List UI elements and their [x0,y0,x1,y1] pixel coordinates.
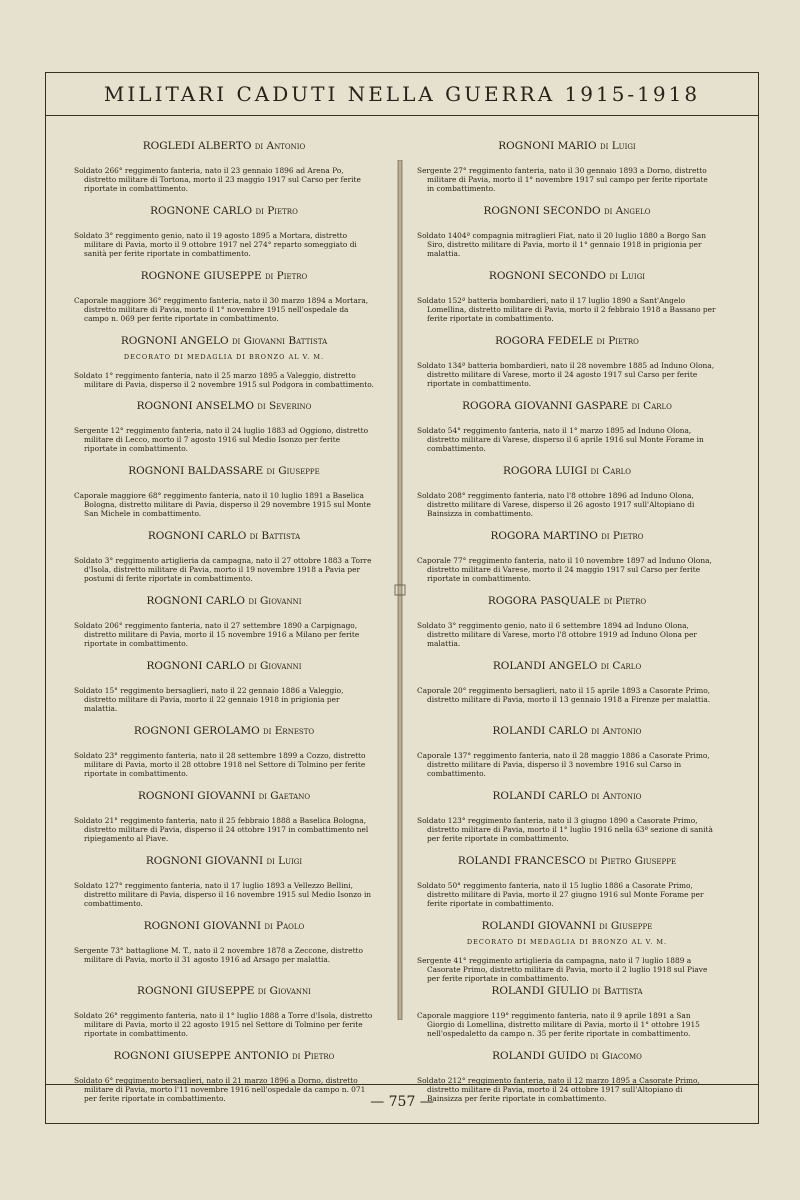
entry-text: Caporale maggiore 68° reggimento fanteria, nato il 10 luglio 1891 a Baselica Bologna, distretto militare di Pavia, disperso il 29 novembre 1915 sul Monte San Michele in combattimento. [74,491,371,518]
entry-record [417,465,717,530]
entry-name: ROGNONI MARIO di Luigi [498,140,636,152]
entry-record [74,595,374,660]
page-title: MILITARI CADUTI NELLA GUERRA 1915-1918 [103,82,701,106]
entry-text: Caporale maggiore 119° reggimento fanteria, nato il 9 aprile 1891 a San Giorgio di Lomellina, distretto militare di Pavia, morto il 1° ottobre 1915 nell'ospedaletto da campo n. 35 per ferite riportate in combattimento. [417,1011,700,1038]
entry-name: ROLANDI GIULIO di Battista [491,985,643,997]
entry-text: Sergente 41° reggimento artiglieria da campagna, nato il 7 luglio 1889 a Casorate Primo, distretto militare di Pavia, morto il 2 luglio 1918 sul Piave per ferite riportate in combattimento. [417,956,708,983]
entry-name: ROGNONI GIUSEPPE ANTONIO di Pietro [113,1050,335,1062]
entry-name: ROGNONI GEROLAMO di Ernesto [133,725,315,737]
entry-record [74,985,374,1050]
entry-text: Sergente 73° battaglione M. T., nato il 2 novembre 1878 a Zeccone, distretto militare di Pavia, morto il 31 agosto 1916 ad Arsago per malattia. [74,946,363,964]
entry-text: Soldato 1° reggimento fanteria, nato il 25 marzo 1895 a Valeggio, distretto militare di Pavia, disperso il 2 novembre 1915 sul Podgora in combattimento. [74,371,374,389]
entry-record [417,790,717,855]
entry-name: ROGORA MARTINO di Pietro [490,530,644,542]
entry-name: ROLANDI GUIDO di Giacomo [492,1050,642,1062]
entry-text: Soldato 206° reggimento fanteria, nato il 27 settembre 1890 a Carpignago, distretto militare di Pavia, morto il 15 novembre 1916 a Milano per ferite riportate in combattimento. [74,621,360,648]
entry-name: ROLANDI CARLO di Antonio [492,725,642,737]
header-band [45,72,759,116]
entry-text: Soldato 266° reggimento fanteria, nato il 23 gennaio 1896 ad Arena Po, distretto militare di Tortona, morto il 23 maggio 1917 sul Carso per ferite riportate in combattimento. [74,166,361,193]
entry-text: Caporale 137° reggimento fanteria, nato il 28 maggio 1886 a Casorate Primo, distretto militare di Pavia, disperso il 3 novembre 1916 sul Carso in combattimento. [417,751,710,778]
entry-record [74,855,374,920]
entry-name: ROGNONI GIOVANNI di Gaetano [137,790,311,802]
entry-record [417,530,717,595]
entry-record [417,335,717,400]
entry-text: Soldato 3° reggimento artiglieria da campagna, nato il 27 ottobre 1883 a Torre d'Isola, distretto militare di Pavia, morto il 19 novembre 1918 a Pavia per postumi di ferite riportate in combattimento. [74,556,372,583]
entry-name: ROLANDI GIOVANNI di Giuseppe [481,920,653,932]
entry-decoration: DECORATO DI MEDAGLIA DI BRONZO AL V. M. [123,353,325,361]
entry-text: Caporale maggiore 36° reggimento fanteria, nato il 30 marzo 1894 a Mortara, distretto militare di Pavia, morto il 1° novembre 1915 nell'ospedale da campo n. 069 per ferite riportate in combattimento. [74,296,369,323]
entry-name: ROGNONI SECONDO di Luigi [488,270,646,282]
entry-record [417,855,717,920]
entry-name: ROLANDI ANGELO di Carlo [492,660,642,672]
entry-name: ROGNONI CARLO di Battista [147,530,301,542]
entry-record [417,140,717,205]
entry-name: ROGNONI GIOVANNI di Paolo [143,920,305,932]
entry-record [417,920,717,985]
footer-band [45,1084,759,1124]
entry-text: Soldato 54° reggimento fanteria, nato il 1° marzo 1895 ad Induno Olona, distretto militare di Varese, disperso il 6 aprile 1916 sul Monte Forame in combattimento. [417,426,704,453]
entry-text: Soldato 127° reggimento fanteria, nato il 17 luglio 1893 a Vellezzo Bellini, distretto militare di Pavia, disperso il 16 novembre 1915 sul Medio Isonzo in combattimento. [74,881,372,908]
entry-record [417,660,717,725]
entry-name: ROGNONI ANGELO di Giovanni Battista [120,335,328,347]
entry-text: Soldato 15° reggimento bersaglieri, nato il 22 gennaio 1886 a Valeggio, distretto militare di Pavia, morto il 22 gennaio 1918 in prigionia per malattia. [74,686,344,713]
entry-text: Sergente 12° reggimento fanteria, nato il 24 luglio 1883 ad Oggiono, distretto militare di Lecco, morto il 7 agosto 1916 sul Medio Isonzo per ferite riportate in combattimento. [74,426,369,453]
entry-name: ROGORA GIOVANNI GASPARE di Carlo [462,400,672,412]
entry-record [74,205,374,270]
entry-record [74,270,374,335]
entry-name: ROGNONI ANSELMO di Severino [136,400,312,412]
entry-text: Soldato 3° reggimento genio, nato il 19 agosto 1895 a Mortara, distretto militare di Pavia, morto il 9 ottobre 1917 nel 274° reparto someggiato di sanità per ferite riportate in combattimento. [74,231,357,258]
entry-text: Soldato 152ª batteria bombardieri, nato il 17 luglio 1890 a Sant'Angelo Lomellina, distretto militare di Pavia, morto il 2 febbraio 1918 a Bassano per ferite riportate in combattimento. [417,296,716,323]
entry-record [74,660,374,725]
entry-record [417,985,717,1050]
left-column [74,140,374,1115]
entry-name: ROLANDI CARLO di Antonio [492,790,642,802]
entry-decoration: DECORATO DI MEDAGLIA DI BRONZO AL V. M. [466,938,668,946]
entry-record [417,595,717,660]
ornamental-pole-icon [392,160,408,1020]
entry-text: Soldato 1404ª compagnia mitraglieri Fiat, nato il 20 luglio 1880 a Borgo San Siro, distretto militare di Pavia, morto il 1° gennaio 1918 in prigionia per malattia. [417,231,706,258]
entry-name: ROLANDI FRANCESCO di Pietro Giuseppe [457,855,677,867]
entry-text: Sergente 27° reggimento fanteria, nato il 30 gennaio 1893 a Dorno, distretto militare di Pavia, morto il 1° novembre 1917 sul campo per ferite riportate in combattimento. [417,166,708,193]
entry-record [417,205,717,270]
entry-record [74,790,374,855]
entry-record [74,725,374,790]
entry-name: ROGNONE CARLO di Pietro [150,205,298,217]
entry-text: Soldato 21° reggimento fanteria, nato il 25 febbraio 1888 a Baselica Bologna, distretto militare di Pavia, disperso il 24 ottobre 1917 in combattimento nel ripiegamento al Piave. [74,816,369,843]
entry-record [74,335,374,400]
entry-text: Soldato 123° reggimento fanteria, nato il 3 giugno 1890 a Casorate Primo, distretto militare di Pavia, morto il 1° luglio 1916 nella 63ª sezione di sanità per ferite riportate in combattimento. [417,816,713,843]
entry-text: Soldato 212° reggimento fanteria, nato il 12 marzo 1895 a Casorate Primo, distretto militare di Pavia, morto il 24 ottobre 1917 sull'Altopiano di Bainsizza per ferite riportate in combattimento. [417,1076,700,1103]
entry-name: ROGNONI CARLO di Giovanni [146,595,302,607]
entry-name: ROGORA PASQUALE di Pietro [487,595,647,607]
page-number: — 757 — [370,1094,434,1110]
entry-record [417,270,717,335]
entry-name: ROGNONE GIUSEPPE di Pietro [140,270,308,282]
entry-text: Caporale 77° reggimento fanteria, nato il 10 novembre 1897 ad Induno Olona, distretto militare di Varese, morto il 24 maggio 1917 sul Carso per ferite riportate in combattimento. [417,556,712,583]
entry-text: Soldato 50° reggimento fanteria, nato il 15 luglio 1886 a Casorate Primo, distretto militare di Pavia, morto il 27 giugno 1916 sul Monte Forame per ferite riportate in combattimento. [417,881,704,908]
entry-text: Soldato 134ª batteria bombardieri, nato il 28 novembre 1885 ad Induno Olona, distretto militare di Varese, morto il 24 agosto 1917 sul Carso per ferite riportate in combattimento. [417,361,715,388]
entry-record [74,140,374,205]
entry-record [417,400,717,465]
right-column [417,140,717,1115]
entry-text: Soldato 3° reggimento genio, nato il 6 settembre 1894 ad Induno Olona, distretto militare di Varese, morto l'8 ottobre 1919 ad Induno Olona per malattia. [417,621,697,648]
entry-name: ROGNONI CARLO di Giovanni [146,660,302,672]
entry-text: Soldato 208° reggimento fanteria, nato l'8 ottobre 1896 ad Induno Olona, distretto militare di Varese, disperso il 26 agosto 1917 sull'Altopiano di Bainsizza in combattimento. [417,491,695,518]
entry-record [74,920,374,985]
entry-name: ROGNONI BALDASSARE di Giuseppe [128,465,320,477]
entry-name: ROGNONI GIUSEPPE di Giovanni [137,985,311,997]
entry-text: Soldato 26° reggimento fanteria, nato il 1° luglio 1888 a Torre d'Isola, distretto militare di Pavia, morto il 22 agosto 1915 nel Settore di Tolmino per ferite riportate in combattimento. [74,1011,373,1038]
entry-name: ROGORA LUIGI di Carlo [502,465,632,477]
entry-name: ROGNONI GIOVANNI di Luigi [145,855,303,867]
entry-record [74,530,374,595]
entry-name: ROGORA FEDELE di Pietro [495,335,639,347]
entry-text: Soldato 23° reggimento fanteria, nato il 28 settembre 1899 a Cozzo, distretto militare di Pavia, morto il 28 ottobre 1918 nel Settore di Tolmino per ferite riportate in combattimento. [74,751,366,778]
entry-name: ROGNONI SECONDO di Angelo [483,205,651,217]
entry-text: Caporale 20° reggimento bersaglieri, nato il 15 aprile 1893 a Casorate Primo, distretto militare di Pavia, morto il 13 gennaio 1918 a Firenze per malattia. [417,686,711,704]
entry-text: Soldato 6° reggimento bersaglieri, nato il 21 marzo 1896 a Dorno, distretto militare di Pavia, morto l'11 novembre 1916 nell'ospedale da campo n. 071 per ferite riportate in combattimento. [74,1076,366,1103]
entry-record [74,465,374,530]
entry-record [74,400,374,465]
entry-name: ROGLEDI ALBERTO di Antonio [142,140,306,152]
entry-record [417,725,717,790]
